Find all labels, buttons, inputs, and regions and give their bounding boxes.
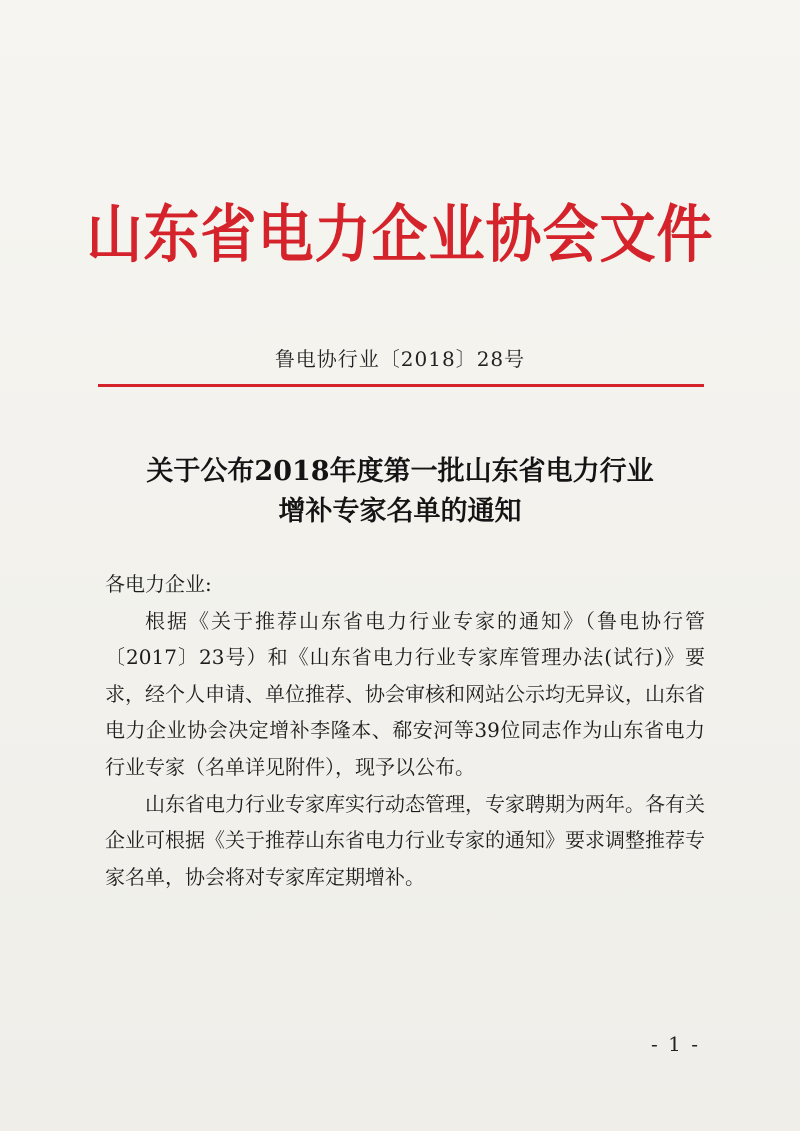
document-number: 鲁电协行业〔2018〕28号 [274, 347, 526, 371]
notice-title-line-1: 关于公布2018年度第一批山东省电力行业 [146, 456, 654, 487]
notice-title [0, 452, 800, 532]
document-header-title: 山东省电力企业协会文件 [86, 199, 714, 272]
notice-title-line-2: 增补专家名单的通知 [278, 496, 522, 527]
page-number: - 1 - [651, 1032, 700, 1056]
header-divider-line [98, 384, 704, 387]
body-paragraph-2: 山东省电力行业专家库实行动态管理，专家聘期为两年。各有关企业可根据《关于推荐山东省电力行业专家的通知》要求调整推荐专家名单，协会将对专家库定期增补。 [105, 791, 705, 889]
notice-body [105, 566, 705, 895]
body-paragraph-1: 根据《关于推荐山东省电力行业专家的通知》（鲁电协行管〔2017〕23号）和《山东省电力行业专家库管理办法(试行)》要求，经个人申请、单位推荐、协会审核和网站公示均无异议，山东省电力企业协会决定增补李隆本、郗安河等39位同志作为山东省电力行业专家（名单详见附件），现予以公布。 [105, 608, 705, 779]
salutation: 各电力企业: [105, 572, 212, 596]
